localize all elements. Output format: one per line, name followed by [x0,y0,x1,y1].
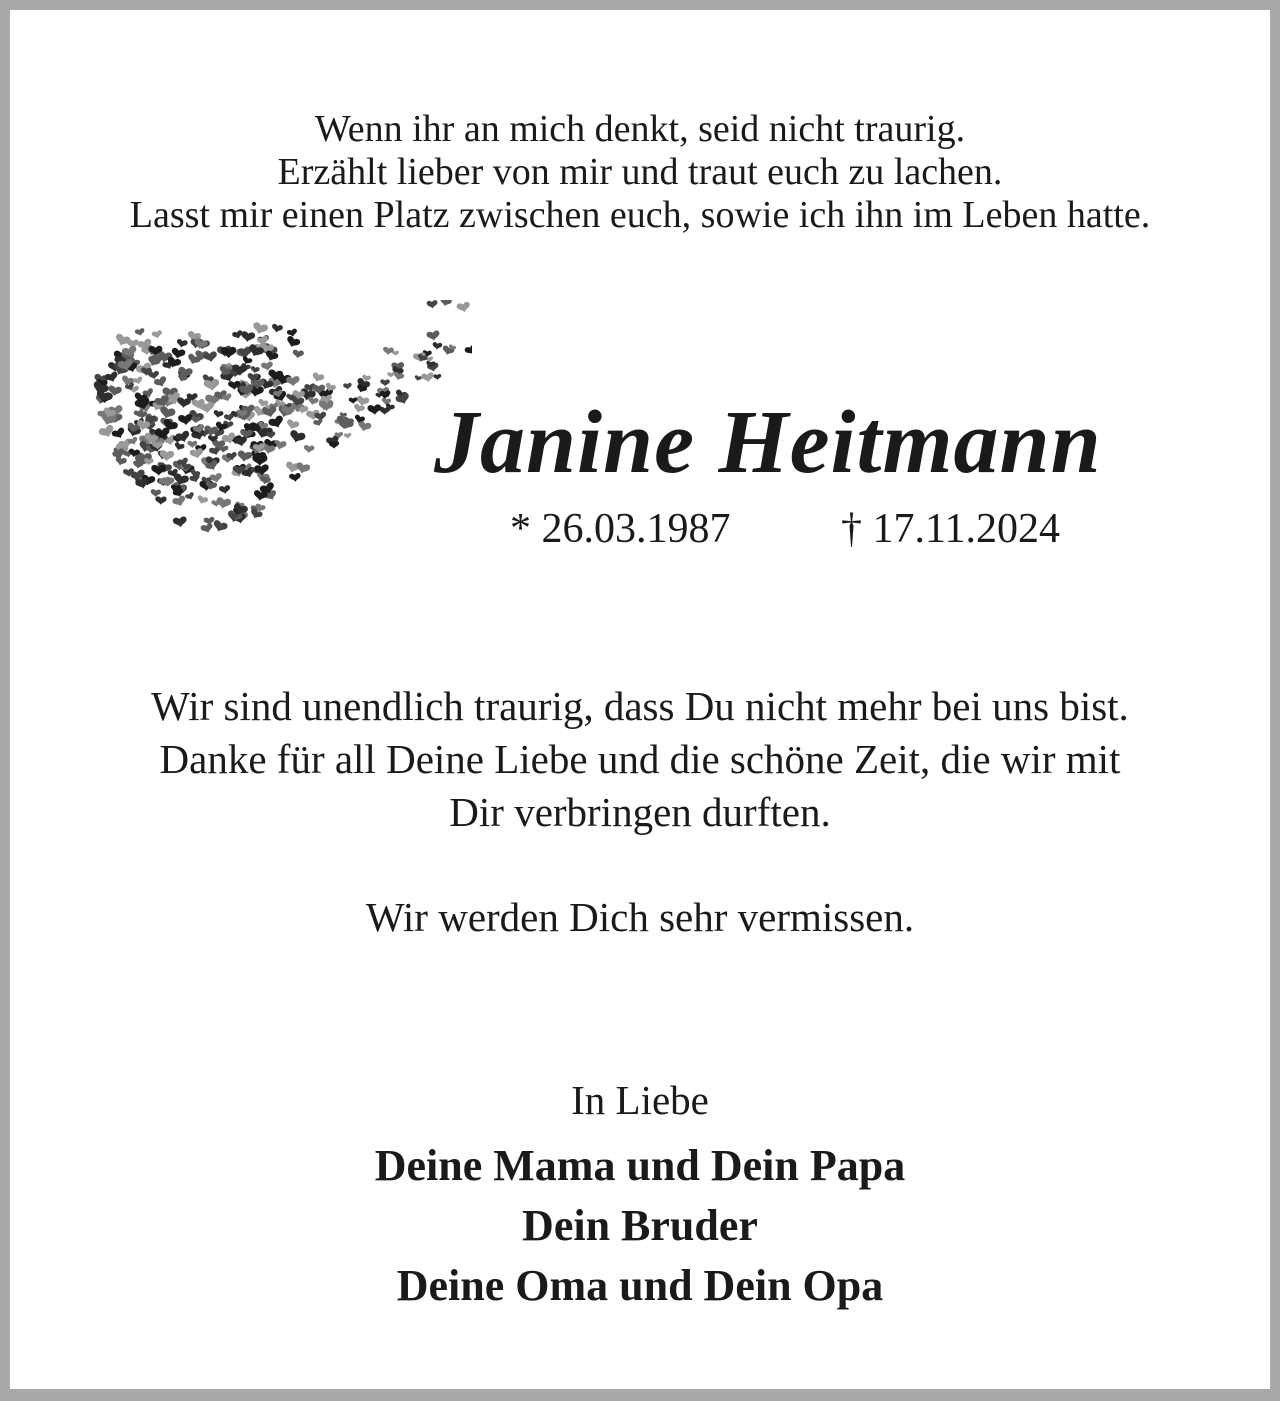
deceased-name: Janine Heitmann [434,393,1102,492]
family-signatures [10,1136,1270,1316]
closing-line: Wir werden Dich sehr vermissen. [365,894,915,940]
signoff-intro: In Liebe [571,1077,709,1123]
life-dates [510,504,1060,554]
signature-parents: Deine Mama und Dein Papa [374,1141,906,1190]
heart-of-small-hearts-icon [72,300,472,600]
birth-date: * 26.03.1987 [510,506,731,552]
poem [10,108,1270,237]
message-line-3: Dir verbringen durften. [449,789,831,835]
death-date: † 17.11.2024 [841,506,1060,552]
condolence-message [10,680,1270,839]
message-line-1: Wir sind unendlich traurig, dass Du nicht mehr bei uns bist. [151,683,1129,729]
poem-line-2: Erzählt lieber von mir und traut euch zu lachen. [277,151,1003,193]
message-line-2: Danke für all Deine Liebe und die schöne Zeit, die wir mit [159,736,1121,782]
poem-line-3: Lasst mir einen Platz zwischen euch, sowie ich ihn im Leben hatte. [129,194,1151,236]
signature-brother: Dein Bruder [522,1201,758,1250]
signature-grandparents: Deine Oma und Dein Opa [396,1261,884,1310]
poem-line-1: Wenn ihr an mich denkt, seid nicht traurig. [314,108,966,150]
